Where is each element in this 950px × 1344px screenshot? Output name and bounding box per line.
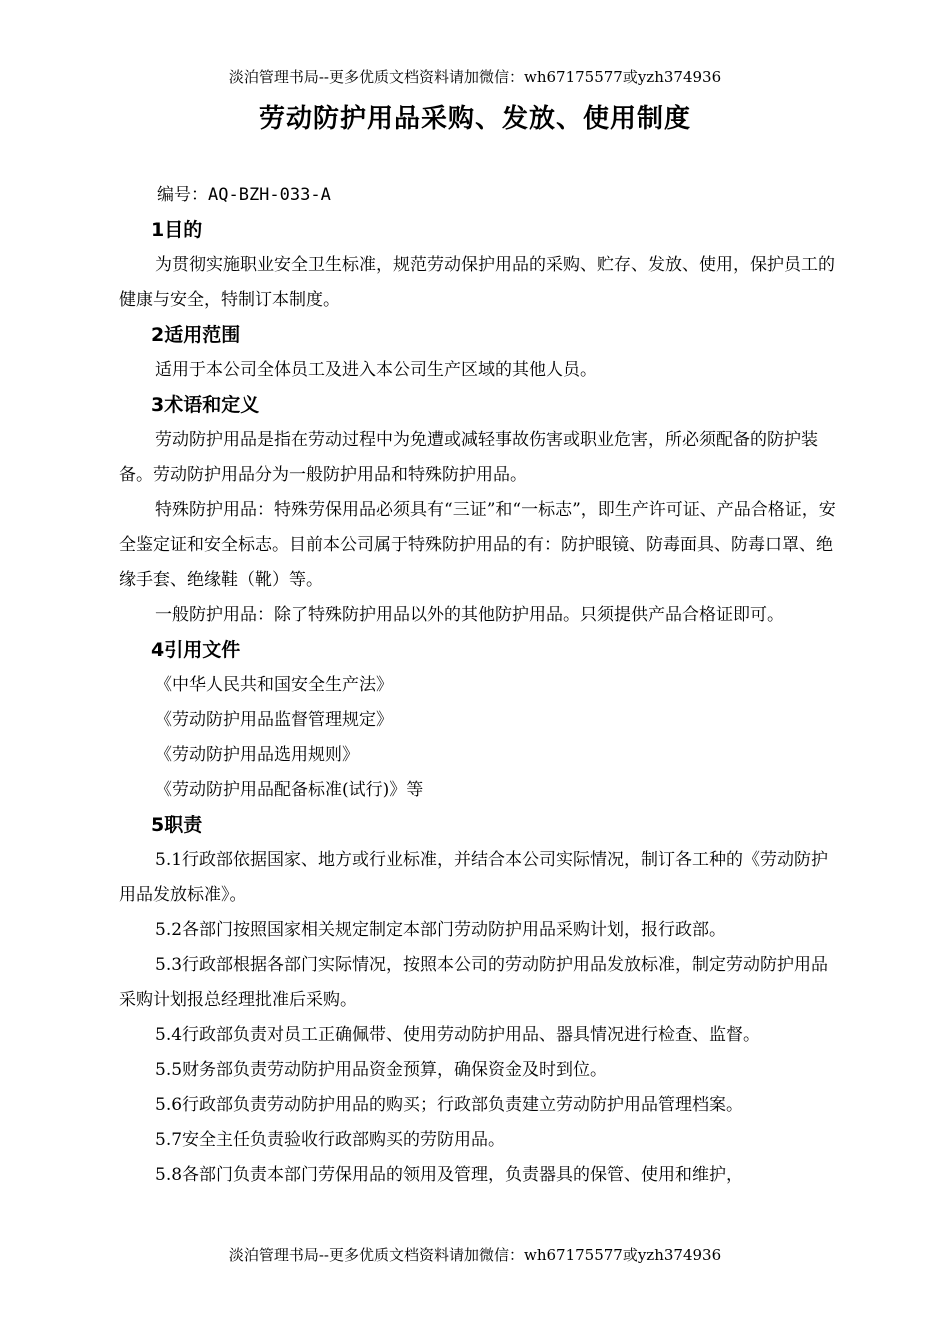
document-code [119, 178, 839, 213]
responsibility-item: 5.1行政部依据国家、地方或行业标准，并结合本公司实际情况，制订各工种的《劳动防护用品发放标准》。 [119, 850, 829, 905]
responsibility-item: 5.7安全主任负责验收行政部购买的劳防用品。 [155, 1130, 506, 1150]
code-label: 编号： [157, 185, 208, 205]
page-footer: 淡泊管理书局--更多优质文档资料请加微信：wh67175577或yzh374936 [228, 1246, 722, 1264]
page-header: 淡泊管理书局--更多优质文档资料请加微信：wh67175577或yzh374936 [228, 68, 722, 86]
responsibility-item: 5.6行政部负责劳动防护用品的购买；行政部负责建立劳动防护用品管理档案。 [155, 1095, 744, 1115]
document-body [119, 178, 839, 1193]
code-value: AQ-BZH-033-A [208, 185, 331, 205]
section-heading-terms: 3术语和定义 [151, 394, 260, 416]
paragraph: 一般防护用品：除了特殊防护用品以外的其他防护用品。只须提供产品合格证即可。 [155, 605, 784, 625]
responsibility-item: 5.8各部门负责本部门劳保用品的领用及管理，负责器具的保管、使用和维护， [155, 1165, 744, 1185]
reference-item: 《中华人民共和国安全生产法》 [155, 675, 393, 695]
responsibility-item: 5.5财务部负责劳动防护用品资金预算，确保资金及时到位。 [155, 1060, 608, 1080]
paragraph: 劳动防护用品是指在劳动过程中为免遭或减轻事故伤害或职业危害，所必须配备的防护装备。劳动防护用品分为一般防护用品和特殊防护用品。 [119, 430, 818, 485]
responsibility-item: 5.2各部门按照国家相关规定制定本部门劳动防护用品采购计划，报行政部。 [155, 920, 727, 940]
reference-item: 《劳动防护用品监督管理规定》 [155, 710, 393, 730]
section-heading-responsibilities: 5职责 [151, 814, 203, 836]
responsibility-item: 5.4行政部负责对员工正确佩带、使用劳动防护用品、器具情况进行检查、监督。 [155, 1025, 761, 1045]
reference-item: 《劳动防护用品选用规则》 [155, 745, 359, 765]
section-heading-purpose: 1目的 [151, 219, 203, 241]
paragraph: 适用于本公司全体员工及进入本公司生产区域的其他人员。 [155, 360, 597, 380]
paragraph: 为贯彻实施职业安全卫生标准，规范劳动保护用品的采购、贮存、发放、使用，保护员工的健康与安全，特制订本制度。 [119, 255, 835, 310]
responsibility-item: 5.3行政部根据各部门实际情况，按照本公司的劳动防护用品发放标准，制定劳动防护用品采购计划报总经理批准后采购。 [119, 955, 829, 1010]
reference-item: 《劳动防护用品配备标准(试行)》等 [155, 780, 424, 800]
section-heading-references: 4引用文件 [151, 639, 241, 661]
section-heading-scope: 2适用范围 [151, 324, 241, 346]
paragraph: 特殊防护用品：特殊劳保用品必须具有“三证”和“一标志”，即生产许可证、产品合格证，安全鉴定证和安全标志。目前本公司属于特殊防护用品的有：防护眼镜、防毒面具、防毒口罩、绝缘手套、绝缘鞋（靴）等。 [119, 500, 836, 590]
document-title: 劳动防护用品采购、发放、使用制度 [258, 104, 691, 134]
